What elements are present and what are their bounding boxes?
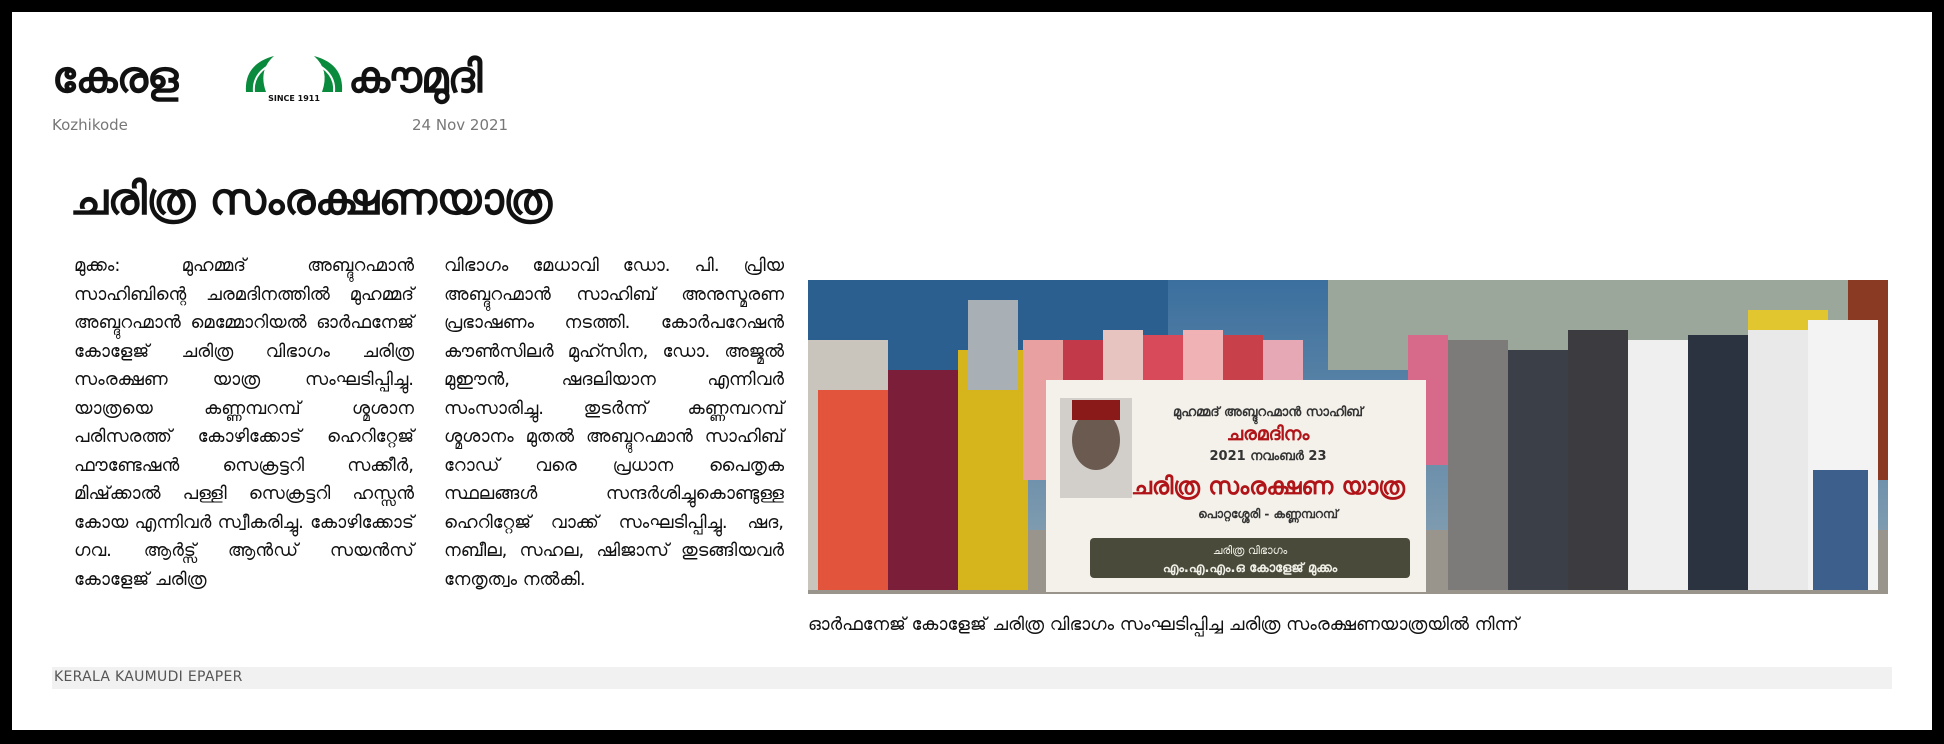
masthead-since: SINCE 1911 xyxy=(268,94,320,103)
banner-line-6: ചരിത്ര വിഭാഗം xyxy=(1212,544,1288,557)
article-column-1: മുക്കം: മുഹമ്മദ് അബ്ദുറഹ്മാൻ സാഹിബിന്റെ ചരമദിനത്തിൽ മുഹമ്മദ് അബ്ദുറഹ്മാൻ മെമ്മോറിയൽ ഓർഫനേജ് കോളേജ് ചരിത്ര വിഭാഗം ചരിത്ര സംരക്ഷണ യാത്ര സംഘടിപ്പിച്ചു. യാത്രയെ കണ്ണമ്പറമ്പ് ശ്മശാന പരിസരത്ത് കോഴിക്കോട് ഹെറിറ്റേജ് ഫൗണ്ടേഷൻ സെക്രട്ടറി സക്കീർ, മിഷ്‌ക്കാൽ പള്ളി സെക്രട്ടറി ഹസ്സൻ കോയ എന്നിവർ സ്വീകരിച്ചു. കോഴിക്കോട് ഗവ. ആർട്സ് ആൻഡ് സയൻസ് കോളേജ് ചരിത്ര xyxy=(74,255,414,590)
edition-date: 24 Nov 2021 xyxy=(412,116,509,134)
news-photo xyxy=(808,280,1888,594)
photo-caption: ഓർഫനേജ് കോളേജ് ചരിത്ര വിഭാഗം സംഘടിപ്പിച്ച ചരിത്ര സംരക്ഷണയാത്രയിൽ നിന്ന് xyxy=(808,614,1519,635)
banner-line-2: ചരമദിനം xyxy=(1226,423,1310,445)
masthead-name-left: കേരള xyxy=(52,52,178,103)
newspaper-page xyxy=(12,12,1932,730)
footer-label: KERALA KAUMUDI EPAPER xyxy=(54,669,243,685)
emblem-icon xyxy=(242,52,346,108)
banner-line-3: 2021 നവംബർ 23 xyxy=(1209,449,1327,464)
masthead xyxy=(52,50,512,110)
edition-place: Kozhikode xyxy=(52,116,128,134)
banner-line-4: ചരിത്ര സംരക്ഷണ യാത്ര xyxy=(1131,472,1405,500)
footer-bar xyxy=(52,667,1892,689)
article-headline: ചരിത്ര സംരക്ഷണയാത്ര xyxy=(70,174,552,225)
article-column-2: വിഭാഗം മേധാവി ഡോ. പി. പ്രിയ അബ്ദുറഹ്മാൻ സാഹിബ് അനുസ്മരണ പ്രഭാഷണം നടത്തി. കോർപറേഷൻ കൗൺസിലർ മുഹ്സിന, ഡോ. അജ്മൽ മുഈൻ, ഷദലിയാന എന്നിവർ സംസാരിച്ചു. തുടർന്ന് കണ്ണമ്പറമ്പ് ശ്മശാനം മുതൽ അബ്ദുറഹ്മാൻ സാഹിബ് റോഡ് വരെ പ്രധാന പൈതൃക സ്ഥലങ്ങൾ സന്ദർശിച്ചുകൊണ്ടുള്ള ഹെറിറ്റേജ് വാക്ക് സംഘടിപ്പിച്ചു. ഷദ, നബീല, സഹല, ഷിജാസ് തുടങ്ങിയവർ നേതൃത്വം നൽകി. xyxy=(444,255,784,590)
banner-line-7: എം.എ.എം.ഒ കോളേജ് മുക്കം xyxy=(1162,561,1338,576)
banner-line-5: പൊറ്റശ്ശേരി - കണ്ണമ്പറമ്പ് xyxy=(1198,507,1338,521)
masthead-name-right: കൗമുദി xyxy=(348,52,482,103)
banner-line-1: മുഹമ്മദ് അബ്ദുറഹ്മാൻ സാഹിബ് xyxy=(1173,405,1363,420)
